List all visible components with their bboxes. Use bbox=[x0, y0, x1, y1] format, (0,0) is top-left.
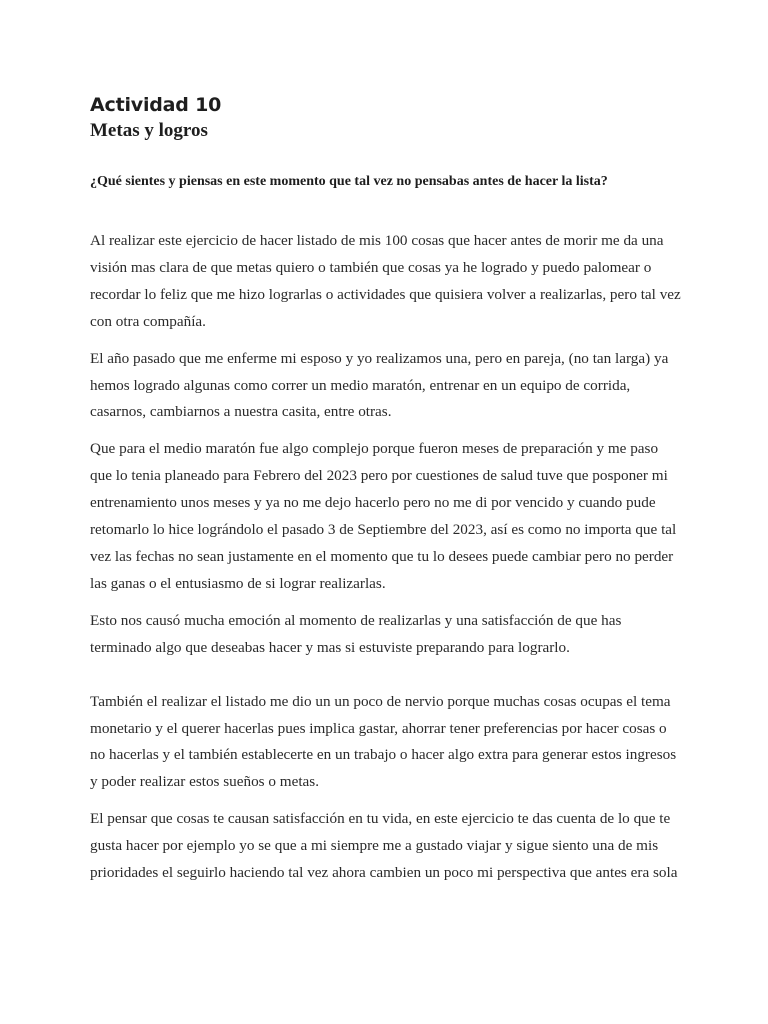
paragraph-line: recordar lo feliz que me hizo lograrlas o actividades que quisiera volver a realizarlas, pero tal vez bbox=[90, 285, 681, 303]
paragraph-line: monetario y el querer hacerlas pues implica gastar, ahorrar tener preferencias por hacer cosas o bbox=[90, 719, 667, 737]
paragraph-line: visión mas clara de que metas quiero o también que cosas ya he logrado y puedo palomear o bbox=[90, 258, 652, 276]
paragraph bbox=[90, 346, 682, 427]
paragraph bbox=[90, 689, 682, 797]
document-page bbox=[90, 92, 682, 887]
paragraph-line: gusta hacer por ejemplo yo se que a mi siempre me a gustado viajar y sigue siento una de mis bbox=[90, 837, 659, 855]
paragraph-line: El pensar que cosas te causan satisfacción en tu vida, en este ejercicio te das cuenta de lo que te bbox=[90, 810, 671, 828]
paragraph-line: Esto nos causó mucha emoción al momento de realizarlas y una satisfacción de que has bbox=[90, 611, 622, 629]
paragraph-line: las ganas o el entusiasmo de si lograr realizarlas. bbox=[90, 574, 386, 592]
paragraph-line: El año pasado que me enferme mi esposo y yo realizamos una, pero en pareja, (no tan larga) ya bbox=[90, 349, 669, 367]
paragraph-line: Al realizar este ejercicio de hacer listado de mis 100 cosas que hacer antes de morir me da una bbox=[90, 232, 664, 249]
question-heading: ¿Qué sientes y piensas en este momento que tal vez no pensabas antes de hacer la lista? bbox=[90, 174, 608, 189]
paragraph-line: hemos logrado algunas como correr un medio maratón, entrenar en un equipo de corrida, bbox=[90, 376, 631, 394]
paragraph-line: También el realizar el listado me dio un un poco de nervio porque muchas cosas ocupas el tema bbox=[90, 692, 671, 710]
paragraph bbox=[90, 436, 682, 597]
section-title: Metas y logros bbox=[90, 120, 208, 141]
paragraph-line: terminado algo que deseabas hacer y mas si estuviste preparando para lograrlo. bbox=[90, 638, 570, 656]
paragraph-line: no hacerlas y el también establecerte en un trabajo o hacer algo extra para generar estos ingresos bbox=[90, 746, 677, 764]
paragraph-line: vez las fechas no sean justamente en el momento que tu lo desees puede cambiar pero no perder bbox=[90, 547, 674, 565]
activity-title: Actividad 10 bbox=[90, 94, 222, 116]
paragraph-line: y poder realizar estos sueños o metas. bbox=[90, 773, 320, 791]
paragraph bbox=[90, 608, 682, 662]
paragraph-line: casarnos, cambiarnos a nuestra casita, entre otras. bbox=[90, 403, 392, 421]
paragraph bbox=[90, 228, 682, 336]
paragraph-line: que lo tenia planeado para Febrero del 2023 pero por cuestiones de salud tuve que posponer mi bbox=[90, 467, 668, 485]
paragraph-line: prioridades el seguirlo haciendo tal vez ahora cambien un poco mi perspectiva que antes era sola bbox=[90, 864, 678, 882]
paragraph bbox=[90, 806, 682, 887]
paragraph-line: entrenamiento unos meses y ya no me dejo hacerlo pero no me di por vencido y cuando pude bbox=[90, 494, 656, 512]
paragraph-line: con otra compañía. bbox=[90, 312, 206, 330]
paragraph-line: Que para el medio maratón fue algo complejo porque fueron meses de preparación y me paso bbox=[90, 440, 659, 458]
paragraph-line: retomarlo lo hice lográndolo el pasado 3 de Septiembre del 2023, así es como no importa que tal bbox=[90, 521, 677, 539]
